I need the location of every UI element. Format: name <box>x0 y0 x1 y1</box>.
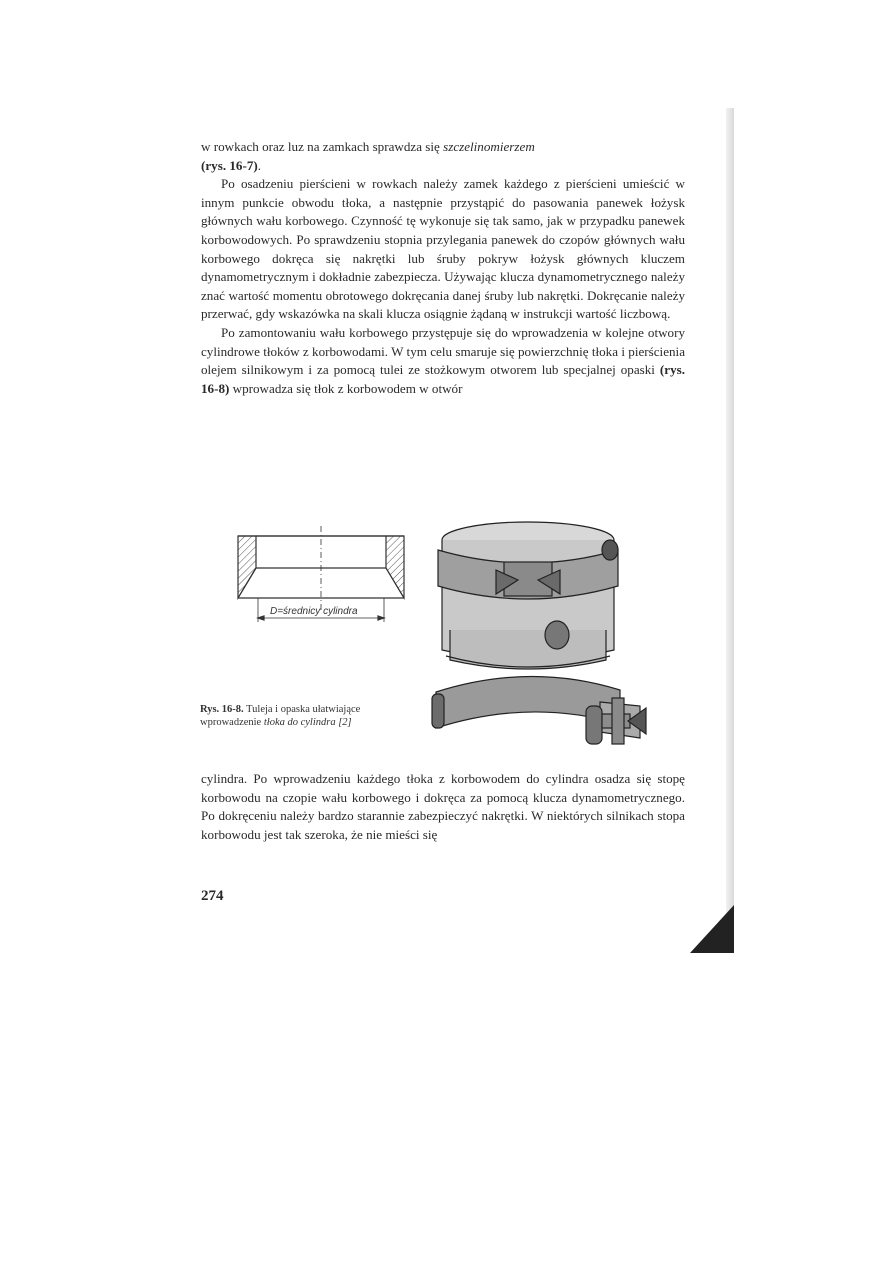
paragraph-3-end: wprowadza się tłok z korbowodem w otwór <box>229 380 463 396</box>
top-text-block <box>201 138 685 398</box>
figure-reference-16-8: (rys. 16-8) <box>201 362 685 396</box>
page-number: 274 <box>201 888 224 904</box>
paragraph-1-end: . <box>257 157 262 173</box>
caption-text: Tuleja i opaska ułatwiające wprowadzenie <box>200 704 361 728</box>
page-edge-shadow <box>726 108 734 953</box>
figure-caption <box>200 704 375 729</box>
caption-number: Rys. 16-8. <box>200 704 244 715</box>
paragraph-4: cylindra. Po wprowadzeniu każdego tłoka z korbowodem do cylindra osadza się stopę korbowodu na czopie wału korbowego i dokręca za pomocą klucza dynamometrycznego. Po dokręceniu należy bardzo starannie zabezpieczyć nakrętki. W niektórych silnikach stopa korbowodu jest tak szeroka, że nie mieści się <box>201 771 685 842</box>
paragraph-3 <box>201 324 685 398</box>
figure-reference-16-7: (rys. 16-7) <box>201 157 258 173</box>
cylinder-diameter-label: D=średnicy cylindra <box>270 606 358 617</box>
paragraph-3-text: Po zamontowaniu wału korbowego przystępuje się do wprowadzenia w kolejne otwory cylindrowe tłoków z korbowodami. W tym celu smaruje się powierzchnię tłoka i pierścienia olejem silnikowym i za pomocą tulei ze stożkowym otworem lub specjalnej opaski <box>201 324 685 378</box>
paragraph-1-text: w rowkach oraz luz na zamkach sprawdza się <box>201 139 444 154</box>
caption-source: tłoka do cylindra [2] <box>263 716 352 728</box>
bottom-text-block <box>201 770 685 844</box>
piston-with-band-drawing <box>438 522 618 669</box>
page-corner-shadow <box>690 905 734 953</box>
paragraph-1 <box>201 138 685 175</box>
band-open-drawing <box>432 676 646 744</box>
paragraph-2: Po osadzeniu pierścieni w rowkach należy zamek każdego z pierścieni umieścić w innym punkcie obwodu tłoka, a następnie przystąpić do pasowania panewek łożysk głównych wału korbowego. Czynność tę wykonuje się tak samo, jak w przypadku panewek korbowodowych. Po sprawdzeniu stopnia przylegania panewek do czopów głównych wału korbowego dokręca się nakrętki lub śruby pokryw łożysk głównych kluczem dynamometrycznym i dokładnie zabezpiecza. Używając klucza dynamometrycznego należy znać wartość momentu obrotowego dokręcania danej śruby lub nakrętki. Dokręcanie należy przerwać, gdy wskazówka na skali klucza osiągnie żądaną w instrukcji wartość liczbową. <box>201 176 685 322</box>
term-szczelinomierz: szczelinomierzem <box>443 139 535 154</box>
